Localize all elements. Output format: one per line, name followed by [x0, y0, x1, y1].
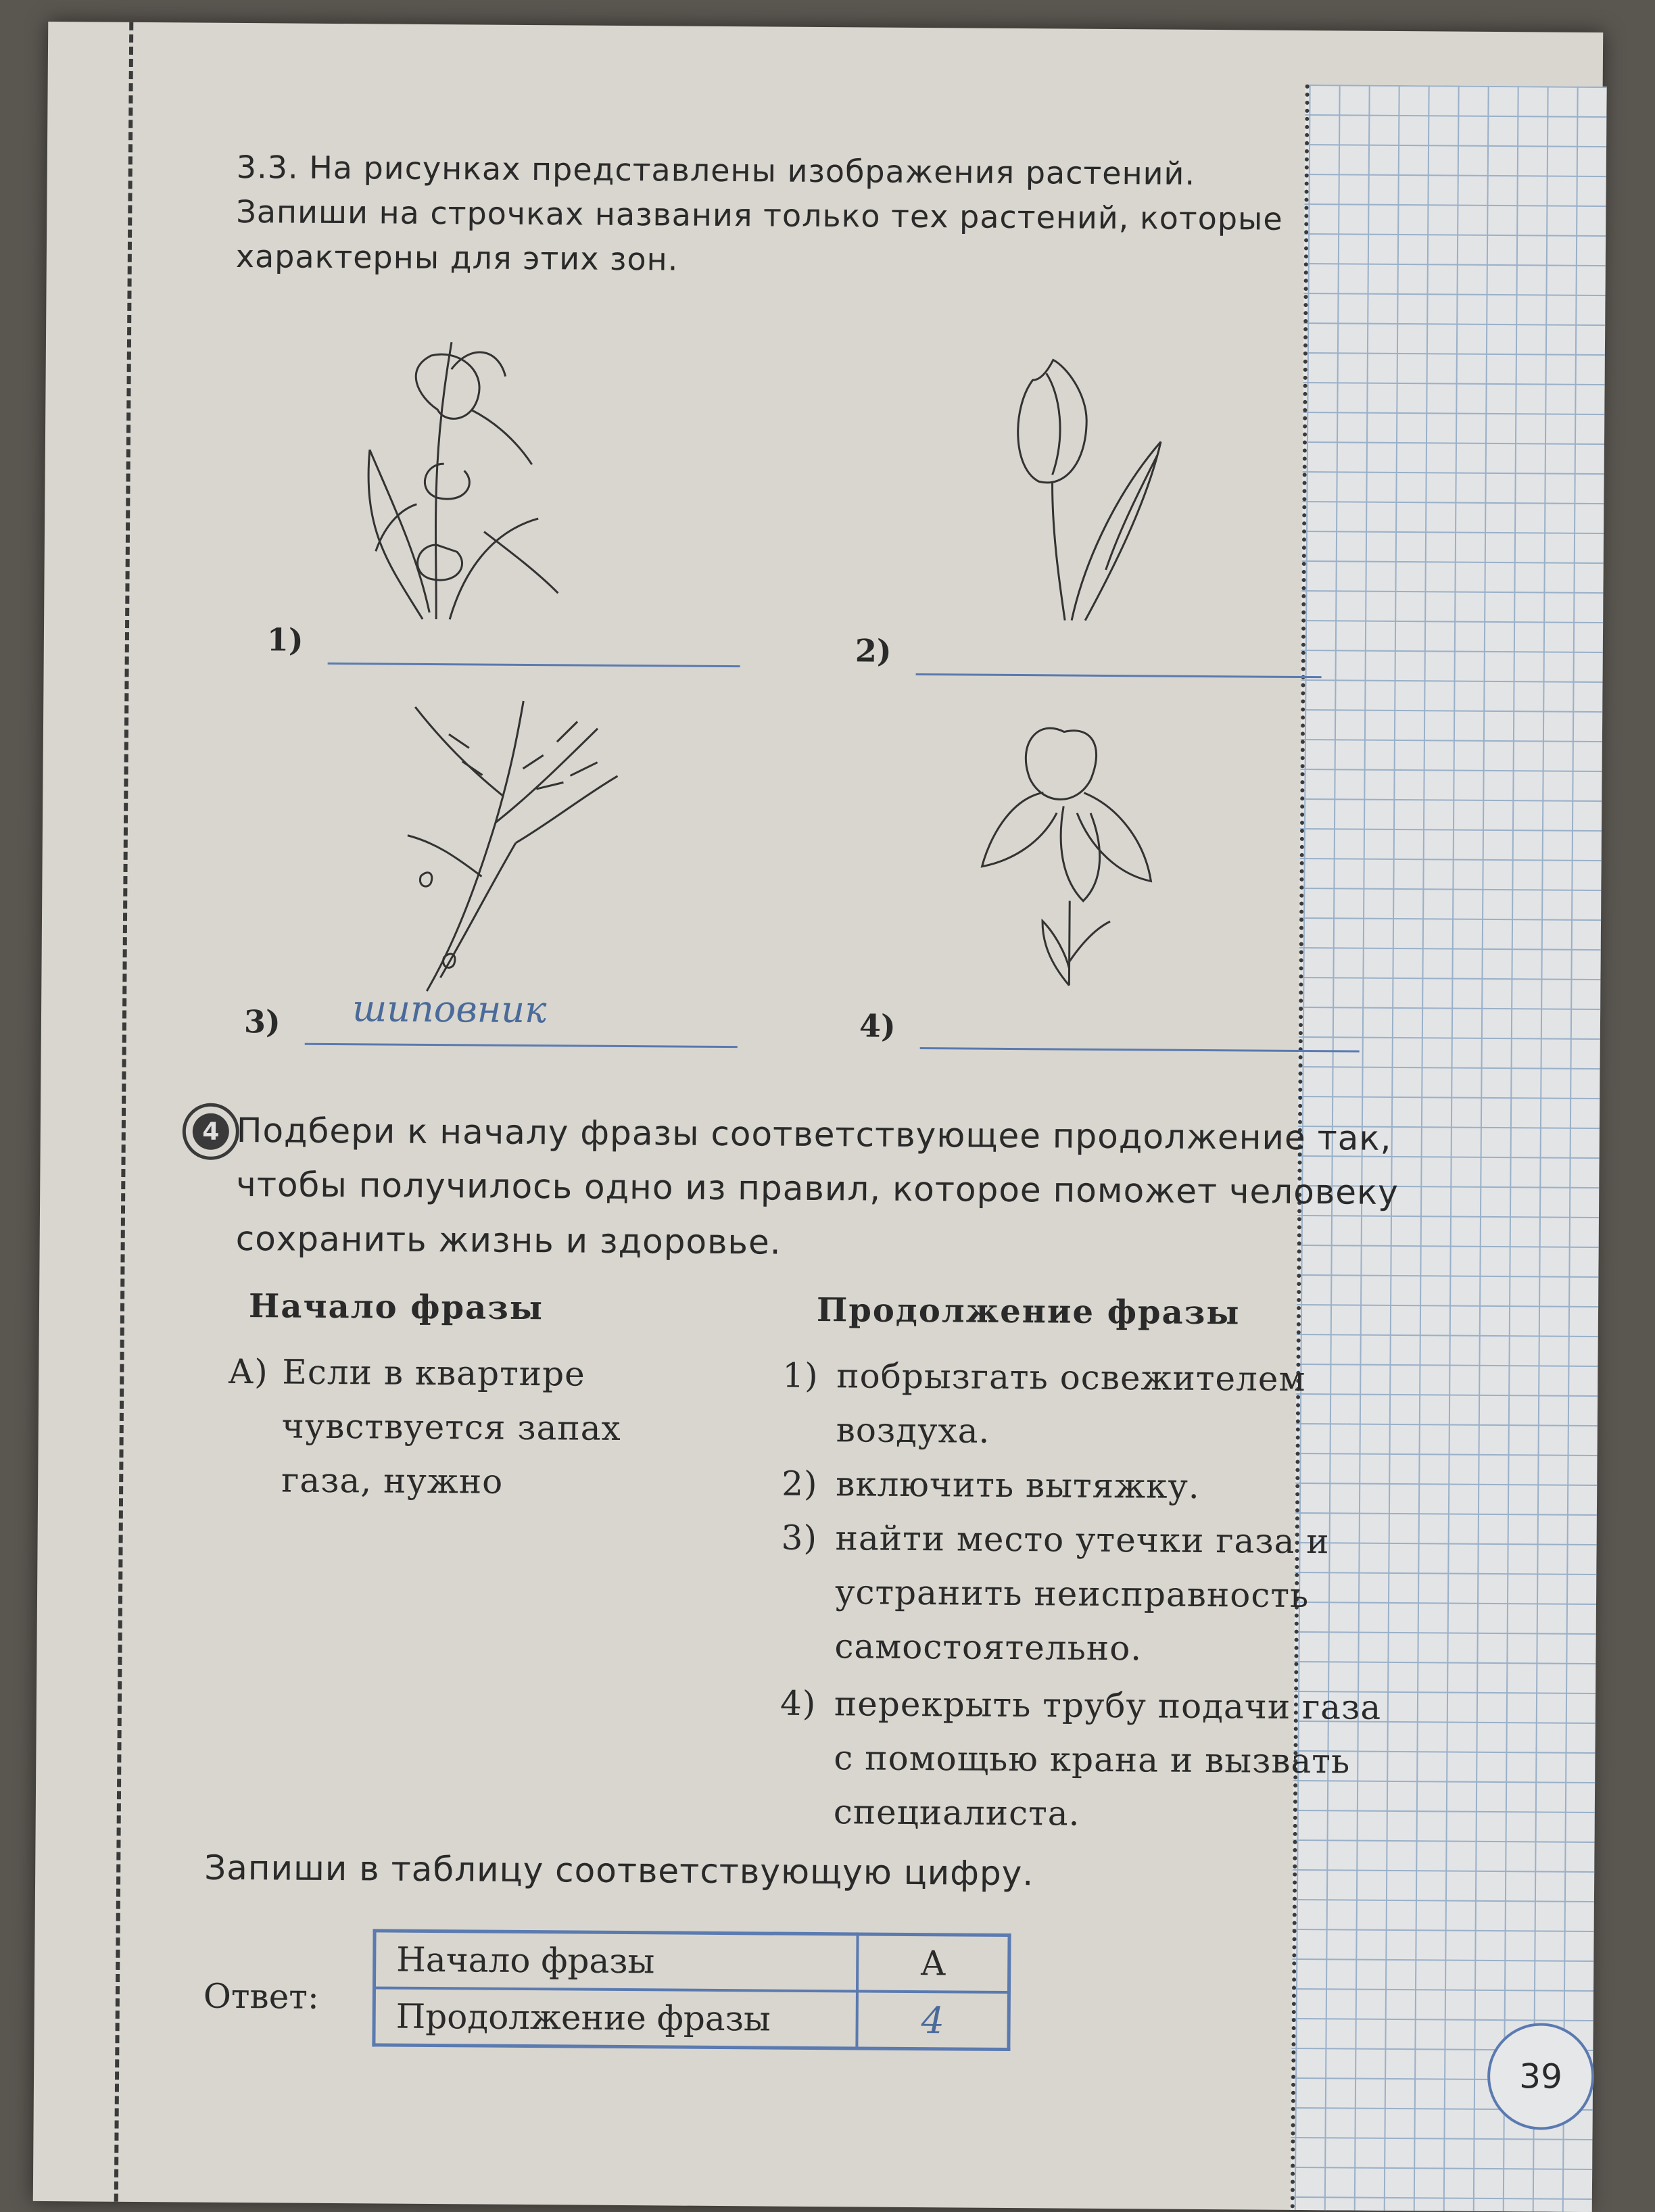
answer-table-row-start: [374, 1931, 1009, 1992]
option-2-text: включить вытяжку.: [836, 1464, 1200, 1506]
instruction-text: Запиши в таблицу соответствующую цифру.: [204, 1848, 1034, 1894]
option-1: [782, 1349, 1391, 1461]
iris-drawing-icon: [967, 704, 1186, 990]
plant-4-label: 4): [859, 1007, 896, 1044]
answer-table-row-continuation: [374, 1988, 1009, 2049]
phrase-start-label: А): [228, 1351, 268, 1392]
plant-1-label: 1): [266, 621, 304, 658]
answer-row2-value[interactable]: [857, 1991, 1009, 2049]
option-1-text: побрызгать освежителем воздуха.: [836, 1356, 1306, 1451]
plant-4-answer-line[interactable]: [920, 1047, 1360, 1053]
option-3-number: 3): [781, 1518, 818, 1558]
answer-row1-label: Начало фразы: [374, 1931, 857, 1991]
option-2-number: 2): [782, 1464, 818, 1504]
orchid-lady-slipper-drawing-icon: [335, 328, 580, 627]
left-column-header: Начало фразы: [248, 1287, 544, 1328]
option-3-text: найти место утечки газа и устранить неисправность самостоятельно.: [834, 1518, 1330, 1668]
plant-3-answer-line[interactable]: [305, 1043, 738, 1048]
plant-3-answer: шиповник: [352, 987, 547, 1032]
answer-row1-value: А: [857, 1934, 1009, 1992]
option-2: [782, 1457, 1391, 1515]
phrase-start: [227, 1345, 702, 1510]
plant-2-answer-line[interactable]: [916, 673, 1322, 678]
branchy-shrub-drawing-icon: [379, 686, 638, 999]
option-3: [780, 1511, 1390, 1677]
option-1-number: 1): [782, 1355, 819, 1396]
task-4-badge: [183, 1103, 240, 1160]
plant-1-answer-line[interactable]: [328, 663, 740, 667]
plant-3-label: 3): [243, 1003, 281, 1040]
plant-2-label: 2): [855, 632, 892, 669]
answer-label: Ответ:: [203, 1976, 320, 2017]
tulip-drawing-icon: [984, 353, 1189, 625]
option-4-text: перекрыть трубу подачи газа с помощью крана и вызвать специалиста.: [833, 1684, 1382, 1833]
option-4: [779, 1677, 1389, 1843]
binding-dashed-line: [114, 22, 134, 2202]
page-number: 39: [1487, 2023, 1595, 2130]
task-4-text: Подбери к началу фразы соответствующее продолжение так, чтобы получилось одно из правил, которое поможет человеку сохранить жизнь и здоровье.: [235, 1110, 1399, 1262]
task-3-3-text: 3.3. На рисунках представлены изображения растений. Запиши на строчках названия только тех растений, которые характерны для этих зон.: [235, 148, 1283, 278]
phrase-start-text: Если в квартире чувствуется запах газа, нужно: [281, 1352, 621, 1501]
answer-table: [372, 1929, 1011, 2051]
workbook-page: [33, 22, 1603, 2212]
right-column-header: Продолжение фразы: [816, 1291, 1241, 1332]
option-4-number: 4): [779, 1683, 817, 1724]
answer-row2-label: Продолжение фразы: [374, 1988, 857, 2048]
answer-handwritten-digit: 4: [921, 1998, 945, 2042]
task-4-number: 4: [193, 1113, 229, 1150]
